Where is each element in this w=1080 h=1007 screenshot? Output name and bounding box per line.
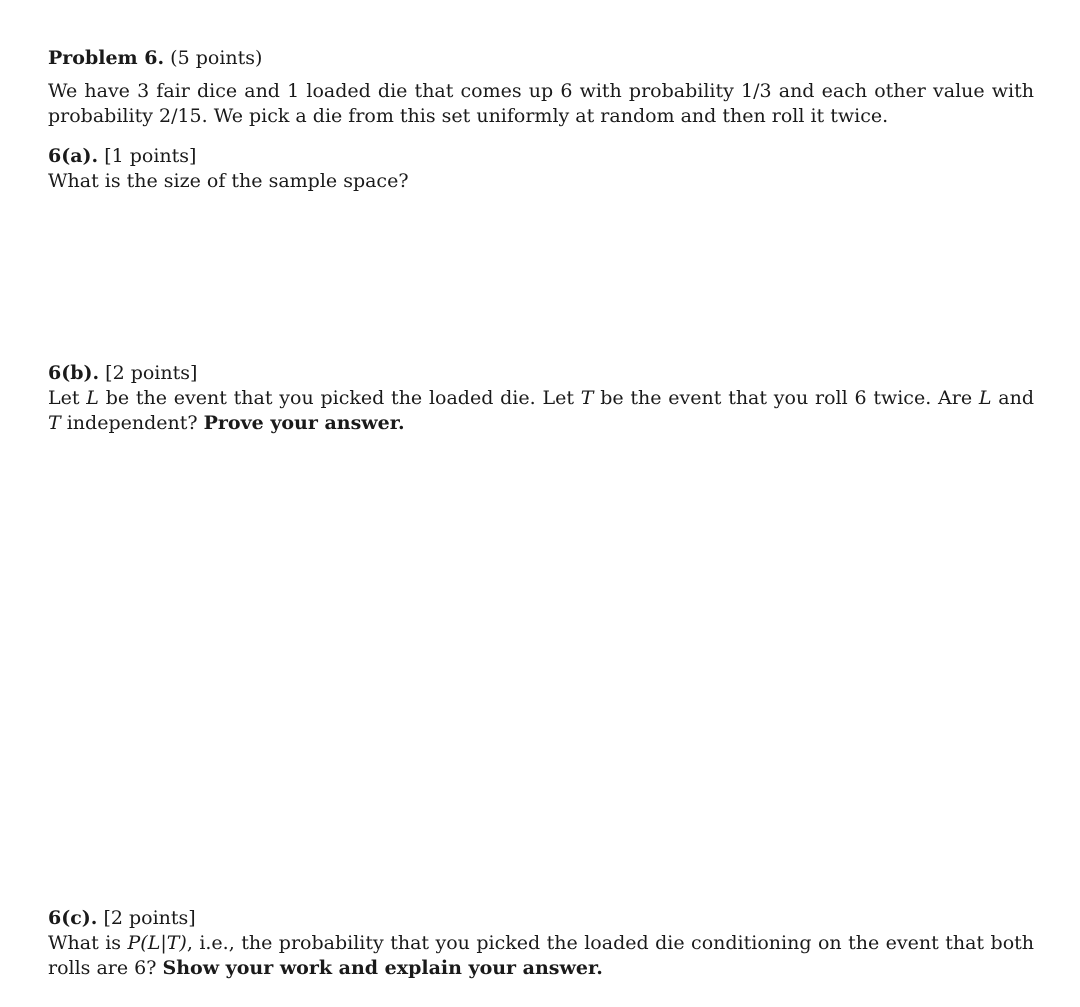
conditional-probability-expression: P(L|T) bbox=[127, 932, 187, 954]
part-b bbox=[48, 361, 1034, 436]
part-b-question bbox=[48, 386, 1034, 436]
part-c-heading bbox=[48, 906, 1034, 931]
part-b-text-1: Let bbox=[48, 387, 87, 409]
problem-points: (5 points) bbox=[170, 47, 263, 69]
part-c-question bbox=[48, 931, 1034, 981]
part-b-label: 6(b). bbox=[48, 362, 100, 384]
part-a-points: [1 points] bbox=[104, 145, 197, 167]
variable-L: L bbox=[978, 387, 992, 409]
part-c bbox=[48, 906, 1034, 981]
problem-label: Problem 6. bbox=[48, 47, 165, 69]
problem-intro: We have 3 fair dice and 1 loaded die that comes up 6 with probability 1/3 and each other value with probability 2/15. We pick a die from this set uniformly at random and then roll it twice. bbox=[48, 80, 1034, 127]
part-a-heading bbox=[48, 144, 1034, 169]
part-c-text-1: What is bbox=[48, 932, 128, 954]
variable-L: L bbox=[86, 387, 99, 409]
part-a-label: 6(a). bbox=[48, 145, 99, 167]
variable-T: T bbox=[48, 412, 61, 434]
part-b-emphasis: Prove your answer. bbox=[203, 412, 405, 434]
part-c-points: [2 points] bbox=[103, 907, 196, 929]
part-b-text-5: independent? bbox=[60, 412, 204, 434]
part-b-text-3: be the event that you roll 6 twice. Are bbox=[593, 387, 979, 409]
part-a bbox=[48, 144, 1034, 194]
part-b-text-2: be the event that you picked the loaded die. Let bbox=[98, 387, 581, 409]
part-c-emphasis: Show your work and explain your answer. bbox=[162, 957, 603, 979]
part-a-question: What is the size of the sample space? bbox=[48, 170, 409, 192]
part-c-label: 6(c). bbox=[48, 907, 98, 929]
part-b-points: [2 points] bbox=[105, 362, 198, 384]
variable-T: T bbox=[580, 387, 594, 409]
part-c-text-2: , i.e., the probability that you picked the loaded die conditioning on the event that both rolls are 6? bbox=[48, 932, 1035, 979]
part-b-text-4: and bbox=[991, 387, 1034, 409]
part-b-heading bbox=[48, 361, 1034, 386]
problem-heading bbox=[48, 46, 1034, 71]
